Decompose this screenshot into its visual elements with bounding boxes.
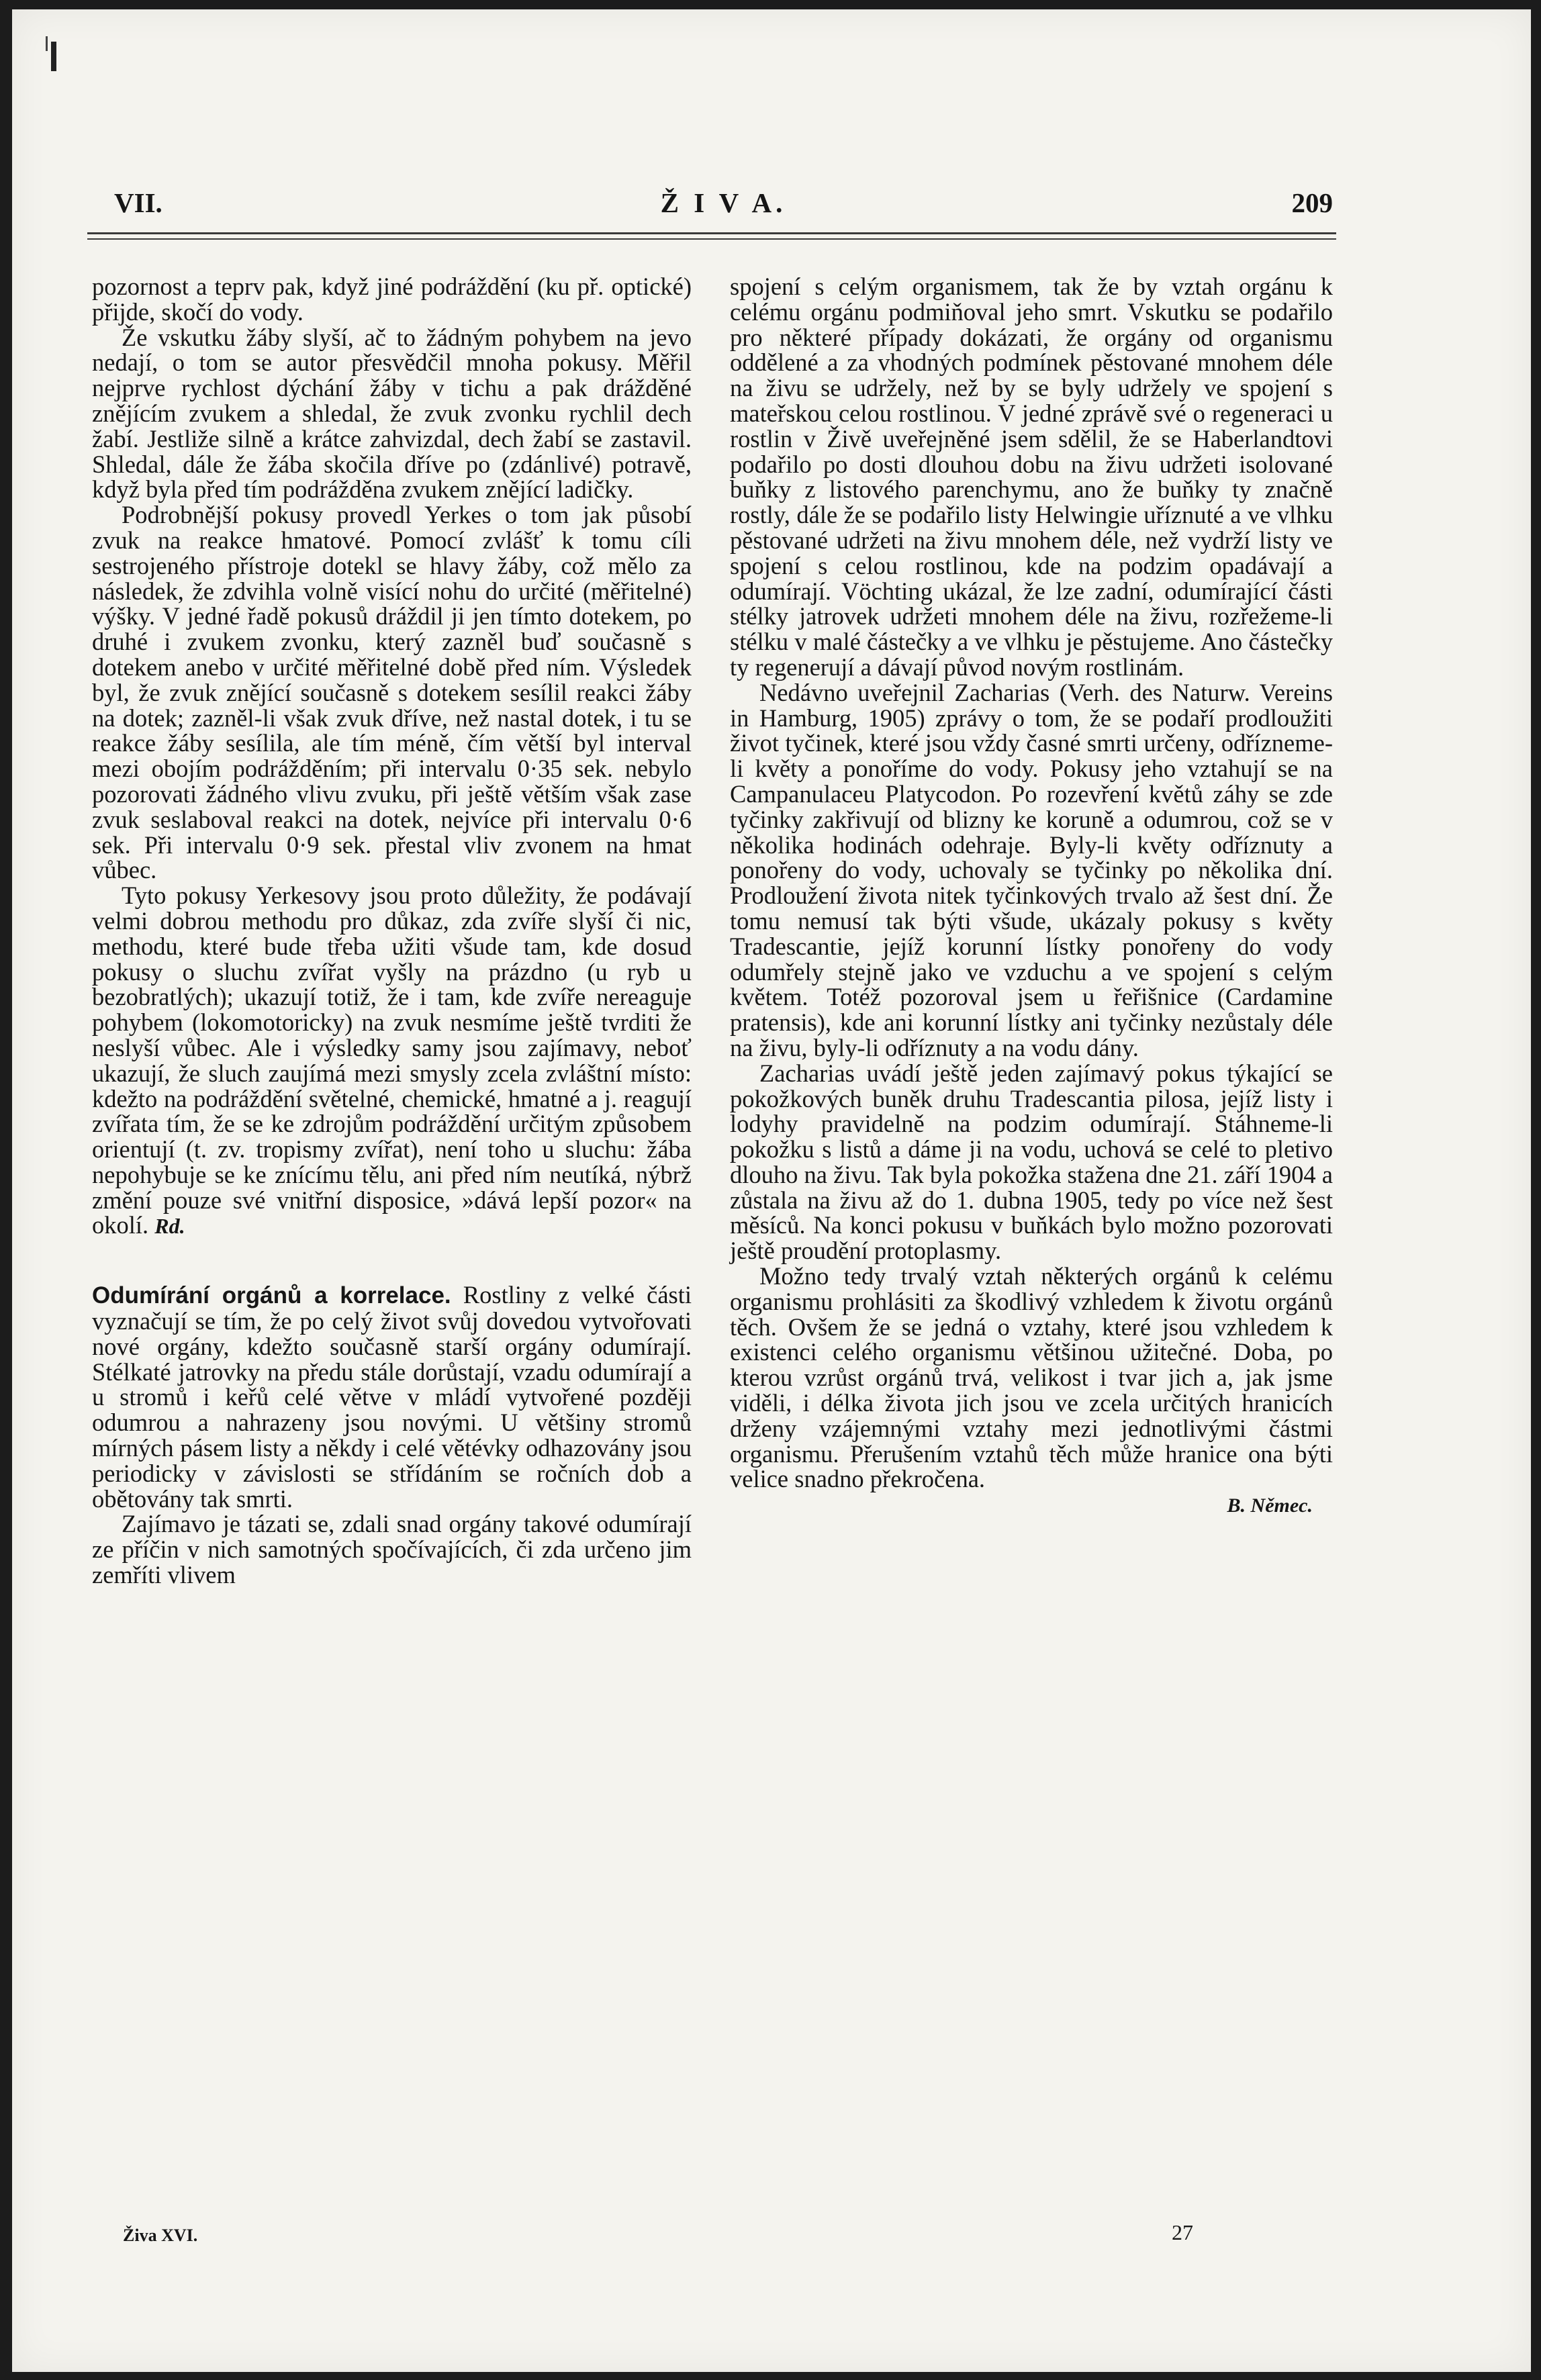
header-rule-bottom [87, 238, 1336, 240]
paragraph: Že vskutku žáby slyší, ač to žádným pohybem na jevo nedají, o tom se autor přesvědčil mnoha pokusy. Měřil nejprve rychlost dýchání žáby v tichu a pak drážděné znějícím zvukem a shledal, že zvuk zvonku rychlil dech žabí. Jestliže silně a krátce zahvizdal, dech žabí se zastavil. Shledal, dále že žába skočila dříve po (zdánlivé) potravě, když byla před tím podrážděna zvukem znějící ladičky. [92, 323, 692, 504]
author-signature: B. Němec. [1227, 1494, 1313, 1517]
scan-edge-mark [51, 42, 56, 71]
page-number: 209 [1291, 187, 1333, 218]
paragraph: Zacharias uvádí ještě jeden zajímavý pokus týkající se pokožkových buněk druhu Tradescantia pilosa, jejíž listy i lodyhy pravidelně na podzim odumírají. Stáhneme-li pokožku s listů a dáme ji na vodu, uchová se celé to pletivo dlouho na živu. Tak byla pokožka stažena dne 21. září 1904 a zůstala na živu až do 1. dubna 1905, tedy po více než šest měsíců. Na konci pokusu v buňkách bylo možno pozorovati ještě proudění protoplasmy. [730, 1059, 1333, 1265]
paragraph-text: Rostliny z velké části vyznačují se tím, že po celý život svůj dovedou vytvořovati nové orgány, kdežto současně starší orgány odumírají. Stélkaté jatrovky na předu stále dorůstají, vzadu odumírají a u stromů i keřů celé větve v mládí vytvořené později odumrou a nahrazeny jsou novými. U většiny stromů mírných pásem listy a někdy i celé větévky odhazovány jsou periodicky v závislosti se střídáním se ročních dob a obětovány tak smrti. [92, 1281, 692, 1513]
paragraph: Podrobnější pokusy provedl Yerkes o tom jak působí zvuk na reakce hmatové. Pomocí zvlášť k tomu cíli sestrojeného přístroje dotekl se hlavy žáby, což mělo za následek, že zdvihla volně visící nohu do určité (měřitelné) výšky. V jedné řadě pokusů dráždil ji jen tímto dotekem, po druhé i zvukem zvonku, který zazněl buď současně s dotekem anebo v určité měřitelné době před ním. Výsledek byl, že zvuk znějící současně s dotekem sesílil reakci žáby na dotek; zazněl-li však zvuk dříve, než nastal dotek, i tu se reakce žáby sesílila, ale tím méně, čím větší byl interval mezi obojím podrážděním; při intervalu 0·35 sek. nebylo pozorovati žádného vlivu zvuku, při ještě větším však zase zvuk seslaboval reakci na dotek, nejvíce při intervalu 0·6 sek. Při intervalu 0·9 sek. přestal vliv zvonem na hmat vůbec. [92, 501, 692, 884]
paragraph [92, 883, 692, 1239]
footer-sheet-number: 27 [1172, 2220, 1193, 2244]
running-header [114, 187, 1333, 234]
header-rule-top [87, 232, 1336, 234]
right-column [730, 274, 1333, 1519]
left-column [92, 274, 692, 1588]
paragraph-text: Tyto pokusy Yerkesovy jsou proto důležity, že podávají velmi dobrou methodu pro důkaz, zda zvíře slyší či nic, methodu, které bude třeba užiti všude tam, kde dosud pokusy o sluchu zvířat vyšly na prázdno (u ryb u bezobratlých); ukazují totiž, že i tam, kde zvíře nereaguje pohybem (lokomotoricky) na zvuk nesmíme ještě tvrditi že neslyší vůbec. Ale i výsledky samy jsou zajímavy, neboť ukazují, že sluch zaujímá mezi smysly zcela zvláštní místo: kdežto na podráždění světelné, chemické, hmatné a j. reagují zvířata tím, že se ke zdrojům podráždění určitým způsobem orientují (t. zv. tropismy zvířat), není toho u sluchu: žába nepohybuje se ke znícímu tělu, ani před ním neutíká, nýbrž změní pouze své vnitřní disposice, »dává lepší pozor« na okolí. [92, 882, 692, 1239]
paragraph: Zajímavo je tázati se, zdali snad orgány takové odumírají ze příčin v nich samotných spočívajících, či zda určeno jim zemříti vlivem [92, 1510, 692, 1589]
volume-number: VII. [114, 187, 162, 218]
paragraph: Nedávno uveřejnil Zacharias (Verh. des Naturw. Vereins in Hamburg, 1905) zprávy o tom, že se podaří prodloužiti život tyčinek, které jsou vždy časné smrti určeny, odřízneme-li květy a ponoříme do vody. Pokusy jeho vztahují se na Campanulaceu Platycodon. Po rozevření květů záhy se zde tyčinky zakřivují od blizny ke koruně a odumrou, což se v několika hodinách odehraje. Byly-li květy odříznuty a ponořeny do vody, uchovaly se tyčinky po několika dní. Prodloužení života nitek tyčinkových trvalo až šest dní. Že tomu nemusí tak býti všude, ukázaly pokusy s květy Tradescantie, jejíž korunní lístky ponořeny do vody odumřely stejně jako ve vzduchu a ve spojení s celým květem. Totéž pozoroval jsem u řeřišnice (Cardamine pratensis), kde ani korunní lístky ani tyčinky nezůstaly déle na živu, byly-li odříznuty a na vodu dány. [730, 678, 1333, 1061]
paragraph: Možno tedy trvalý vztah některých orgánů k celému organismu prohlásiti za škodlivý vzhledem k životu orgánů těch. Ovšem že se jedná o vztahy, které jsou vzhledem k existenci celého organismu většinou užitečné. Doba, po kterou vzrůst orgánů trvá, velikost i tvar jich a, jak jsme viděli, i délka života jich jsou ve zcela určitých hranicích drženy vzájemnými vztahy mezi jednotlivými částmi organismu. Přerušením vztahů těch může hranice ona býti velice snadno překročena. [730, 1262, 1333, 1493]
paragraph: pozornost a teprv pak, když jiné podráždění (ku př. optické) přijde, skočí do vody. [92, 273, 692, 326]
section-paragraph [92, 1282, 692, 1511]
paragraph: spojení s celým organismem, tak že by vztah orgánu k celému orgánu podmiňoval jeho smrt. Vskutku se podařilo pro některé případy dokázati, že orgány od organismu oddělené a za vhodných podmínek pěstované mnohem déle na živu se udržely, než by se byly udržely ve spojení s mateřskou celou rostlinou. V jedné zprávě své o regeneraci u rostlin v Živě uveřejněné jsem sdělil, že se Haberlandtovi podařilo po dosti dlouhou dobu na živu udržeti isolované buňky z listového parenchymu, ano že buňky ty značně rostly, dále že se podařilo listy Helwingie uříznuté a ve vlhku pěstované udržeti na živu mnohem déle, než vydrží listy ve spojení s celou rostlinou, kde na podzim opadávají a odumírají. Vöchting ukázal, že lze zadní, odumírající části stélky jatrovek udržeti mnohem déle na živu, rozřežeme-li stélku v malé částečky a ve vlhku je pěstujeme. Ano částečky ty regenerují a dávají původ novým rostlinám. [730, 273, 1333, 681]
author-signature: Rd. [154, 1214, 185, 1239]
scan-edge-mark-small [46, 36, 48, 51]
journal-title: Ž I V A. [660, 187, 787, 218]
footer-journal-volume: Živa XVI. [123, 2226, 198, 2245]
section-title: Odumírání orgánů a korrelace. [92, 1282, 451, 1309]
